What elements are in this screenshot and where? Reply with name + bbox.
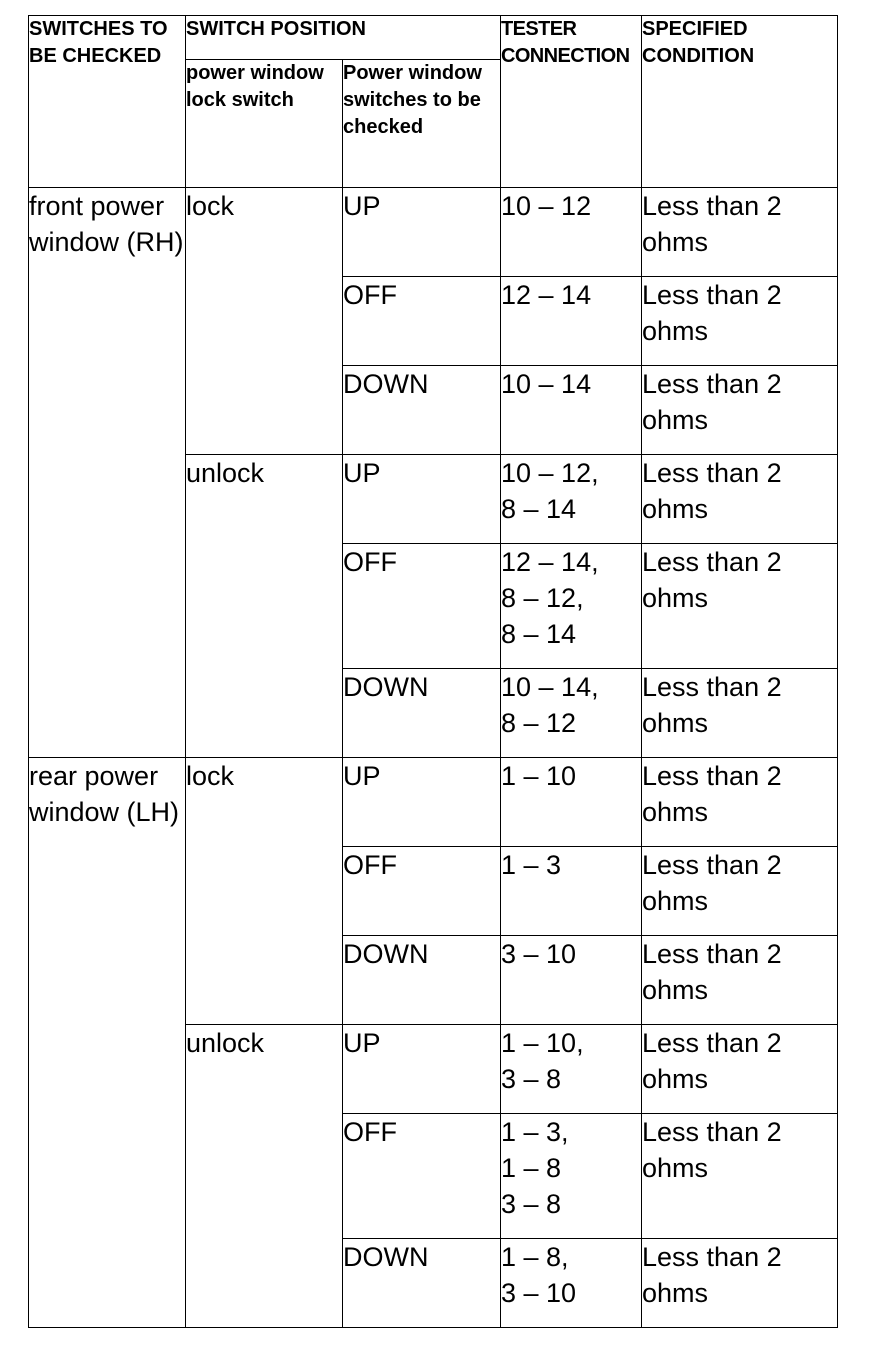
lock-state-cell: lock [186,758,343,1025]
header-row [29,16,838,60]
position-cell: UP [343,455,501,544]
header-specified-condition: SPECIFIED CONDITION [642,16,838,188]
position-cell: UP [343,1025,501,1114]
switch-check-table [28,15,838,1328]
header-switches-to-be-checked: SWITCHES TO BE CHECKED [29,16,186,188]
connection-cell: 1 – 3 [501,847,642,936]
condition-cell: Less than 2 ohms [642,1114,838,1239]
lock-state-cell: unlock [186,1025,343,1328]
connection-cell: 1 – 10, 3 – 8 [501,1025,642,1114]
lock-state-cell: unlock [186,455,343,758]
condition-cell: Less than 2 ohms [642,277,838,366]
condition-cell: Less than 2 ohms [642,455,838,544]
header-lock-switch: power window lock switch [186,60,343,188]
condition-cell: Less than 2 ohms [642,188,838,277]
position-cell: UP [343,188,501,277]
condition-cell: Less than 2 ohms [642,1239,838,1328]
condition-cell: Less than 2 ohms [642,669,838,758]
connection-cell: 3 – 10 [501,936,642,1025]
position-cell: OFF [343,277,501,366]
group-name-rear: rear power window (LH) [29,758,186,1328]
group-name-front: front power window (RH) [29,188,186,758]
position-cell: OFF [343,544,501,669]
lock-state-cell: lock [186,188,343,455]
position-cell: DOWN [343,1239,501,1328]
position-cell: DOWN [343,669,501,758]
connection-cell: 10 – 14, 8 – 12 [501,669,642,758]
position-cell: OFF [343,847,501,936]
connection-cell: 10 – 12 [501,188,642,277]
header-switch-position: SWITCH POSITION [186,16,501,60]
condition-cell: Less than 2 ohms [642,366,838,455]
position-cell: UP [343,758,501,847]
condition-cell: Less than 2 ohms [642,936,838,1025]
table-row [29,758,838,847]
position-cell: DOWN [343,366,501,455]
position-cell: DOWN [343,936,501,1025]
connection-cell: 10 – 12, 8 – 14 [501,455,642,544]
connection-cell: 1 – 8, 3 – 10 [501,1239,642,1328]
connection-cell: 1 – 3, 1 – 8 3 – 8 [501,1114,642,1239]
header-window-switches: Power window switches to be checked [343,60,501,188]
position-cell: OFF [343,1114,501,1239]
connection-cell: 12 – 14, 8 – 12, 8 – 14 [501,544,642,669]
condition-cell: Less than 2 ohms [642,847,838,936]
table-row [29,188,838,277]
connection-cell: 12 – 14 [501,277,642,366]
condition-cell: Less than 2 ohms [642,758,838,847]
connection-cell: 1 – 10 [501,758,642,847]
connection-cell: 10 – 14 [501,366,642,455]
condition-cell: Less than 2 ohms [642,1025,838,1114]
header-tester-connection: TESTER CONNECTION [501,16,642,188]
condition-cell: Less than 2 ohms [642,544,838,669]
